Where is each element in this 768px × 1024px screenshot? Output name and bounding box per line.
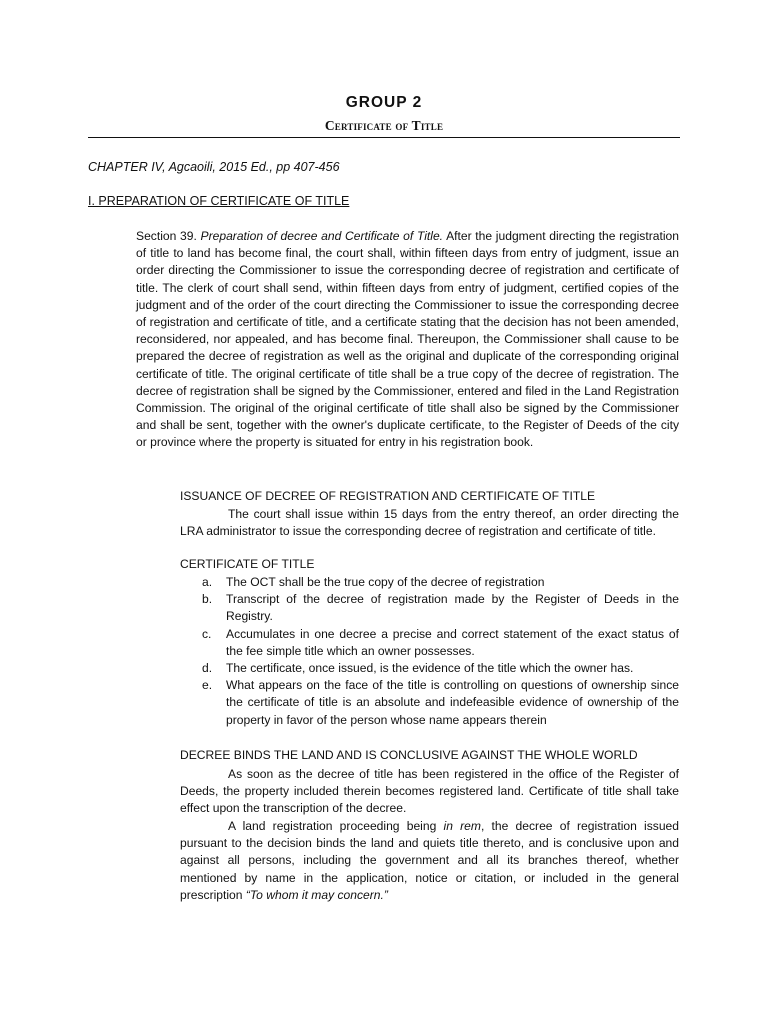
- group-title: GROUP 2: [345, 94, 423, 111]
- list-item: [180, 677, 679, 729]
- section-39-body: After the judgment directing the registration of title to land has become final, the court shall, within fifteen days from entry of judgment, issue an order directing the Commissioner to issue the corresponding decree of registration and certificate of title. The clerk of court shall send, within fifteen days from entry of judgment, certified copies of the judgment and of the order of the court directing the Commissioner to issue the corresponding decree of registration and certificate of title, and a certificate stating that the decision has not been amended, reconsidered, nor appealed, and has become final. Thereupon, the Commissioner shall cause to be prepared the decree of registration as well as the original and duplicate of the corresponding original certificate of title. The original certificate of title shall be a true copy of the decree of registration. The decree of registration shall be signed by the Commissioner, entered and filed in the Land Registration Commission. The original of the original certificate of title shall also be signed by the Commissioner and shall be sent, together with the owner's duplicate certificate, to the Register of Deeds of the city or province where the property is situated for entry in his registration book.: [136, 229, 679, 450]
- list-item-text: The certificate, once issued, is the evidence of the title which the owner has.: [226, 661, 634, 676]
- decree-text-a: A land registration proceeding being: [228, 819, 444, 833]
- quoted-prescription: “To whom it may concern.”: [245, 887, 388, 902]
- list-marker: d.: [202, 661, 213, 676]
- list-item: [180, 626, 679, 660]
- list-item: [180, 591, 679, 625]
- section-39-paragraph: [136, 228, 679, 452]
- list-item-text: Transcript of the decree of registration made by the Register of Deeds in the Registry.: [226, 592, 679, 624]
- chapter-reference: CHAPTER IV, Agcaoili, 2015 Ed., pp 407-456: [88, 160, 340, 174]
- issuance-paragraph: The court shall issue within 15 days from the entry thereof, an order directing the LRA administrator to issue the corresponding decree of registration and certificate of title.: [180, 507, 679, 539]
- in-rem-term: in rem: [443, 819, 481, 833]
- list-item: [180, 660, 679, 677]
- list-item-text: The OCT shall be the true copy of the decree of registration: [226, 575, 545, 589]
- section-39-title: Preparation of decree and Certificate of Title.: [200, 229, 444, 243]
- list-marker: e.: [202, 678, 213, 693]
- list-marker: b.: [202, 592, 213, 607]
- certificate-list: [180, 574, 679, 729]
- list-marker: c.: [202, 626, 212, 641]
- decree-heading: DECREE BINDS THE LAND AND IS CONCLUSIVE AGAINST THE WHOLE WORLD: [180, 748, 638, 762]
- section-heading: I. PREPARATION OF CERTIFICATE OF TITLE: [88, 194, 350, 208]
- decree-text-b: , the decree of registration issued pursuant to the decision binds the land and quiets title thereto, and is conclusive upon and against all persons, including the government and all its branches thereof, whether mentioned by name in the application, notice or citation, or included in the general prescription: [180, 819, 680, 902]
- title-divider: [88, 137, 680, 138]
- certificate-heading: CERTIFICATE OF TITLE: [180, 557, 315, 571]
- list-item: [180, 574, 679, 591]
- decree-paragraph-2: [180, 818, 679, 904]
- issuance-heading: ISSUANCE OF DECREE OF REGISTRATION AND CERTIFICATE OF TITLE: [180, 489, 596, 503]
- list-item-text: Accumulates in one decree a precise and correct statement of the exact status of the fee simple title which an owner possesses.: [226, 626, 679, 658]
- list-item-text: What appears on the face of the title is controlling on questions of ownership since the certificate of title is an absolute and indefeasible evidence of ownership of the property in favor of the person whose name appears therein: [226, 678, 679, 727]
- list-marker: a.: [202, 575, 213, 589]
- section-39-label: Section 39.: [136, 229, 197, 243]
- document-title: Certificate of Title: [324, 118, 444, 133]
- decree-paragraph-1: As soon as the decree of title has been registered in the office of the Register of Deeds, the property included therein becomes registered land. Certificate of title shall take effect upon the transcription of the decree.: [180, 767, 679, 816]
